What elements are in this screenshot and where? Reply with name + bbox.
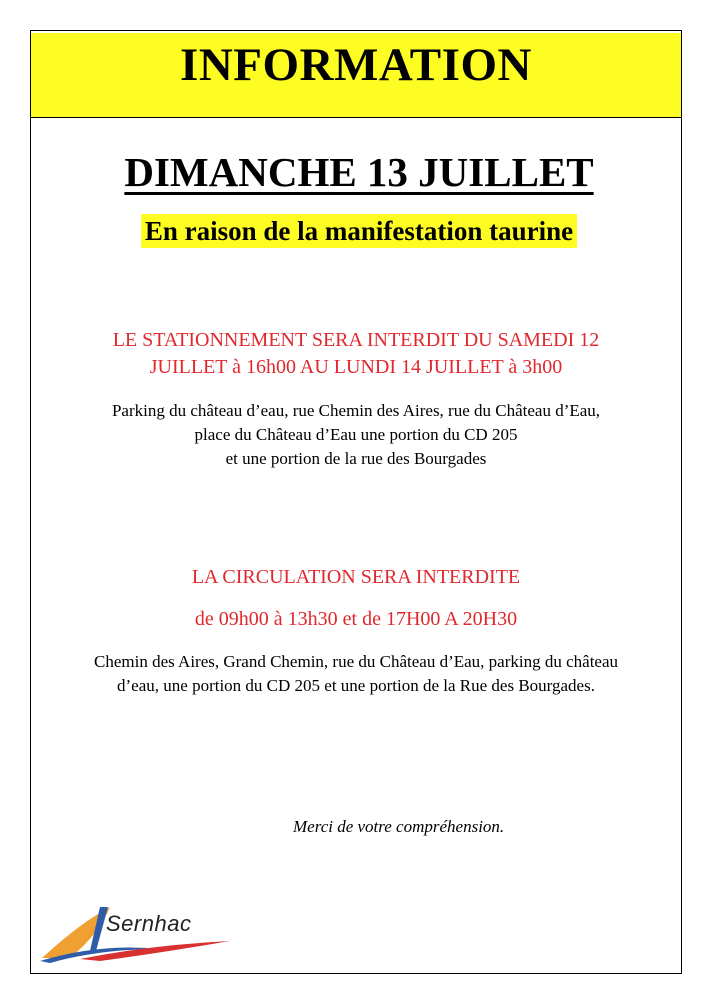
parking-title-line2: JUILLET à 16h00 AU LUNDI 14 JUILLET à 3h00 [149,356,563,378]
event-date [0,148,718,196]
logo-text: Sernhac [106,911,192,936]
parking-line2: place du Château d’Eau une portion du CD 205 [194,425,518,444]
parking-title [40,327,672,381]
circulation-details [40,650,672,698]
parking-line3: et une portion de la rue des Bourgades [225,449,487,468]
parking-line1: Parking du château d’eau, rue Chemin des Aires, rue du Château d’Eau, [111,401,601,420]
thanks-note: Merci de votre compréhension. [293,817,505,836]
parking-title-line1: LE STATIONNEMENT SERA INTERDIT DU SAMEDI 12 [112,329,600,351]
parking-details [40,399,672,471]
reason-text: En raison de la manifestation taurine [141,214,577,248]
reason-heading [0,216,718,247]
page-title: INFORMATION [180,39,532,91]
sernhac-logo [40,903,240,965]
circulation-title: LA CIRCULATION SERA INTERDITE [191,566,521,588]
circulation-line1: Chemin des Aires, Grand Chemin, rue du Château d’Eau, parking du château [93,652,619,671]
circulation-line2: d’eau, une portion du CD 205 et une portion de la Rue des Bourgades. [117,676,595,695]
header-banner [31,33,681,118]
event-date-text: DIMANCHE 13 JUILLET [124,149,594,195]
circulation-hours: de 09h00 à 13h30 et de 17H00 A 20H30 [194,608,518,630]
